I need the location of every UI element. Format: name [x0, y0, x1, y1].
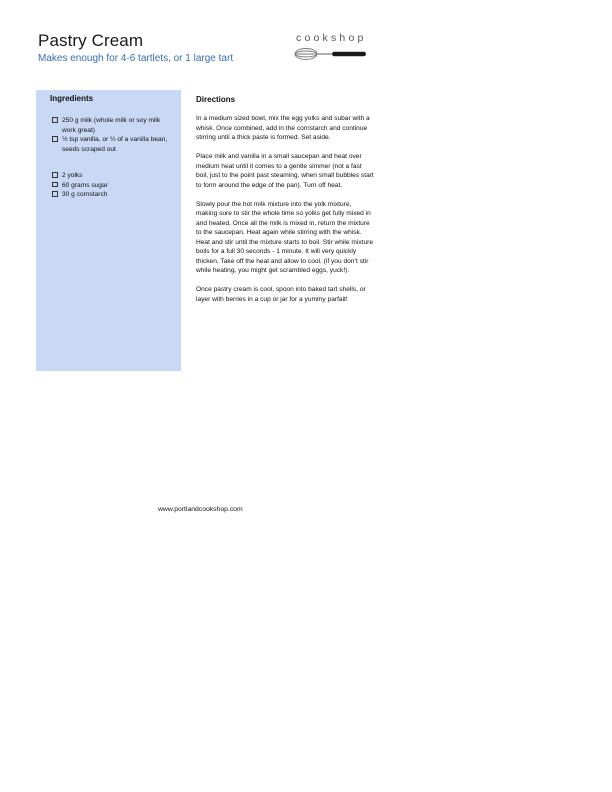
directions-body	[196, 114, 374, 314]
ingredient-item	[52, 181, 174, 191]
ingredient-checkbox[interactable]	[52, 136, 58, 142]
cookshop-logo	[294, 32, 370, 64]
ingredient-text: 30 g cornstarch	[62, 191, 108, 198]
whisk-icon	[294, 46, 370, 62]
ingredient-text: 60 grams sugar	[62, 181, 108, 189]
direction-step: In a medium sized bowl, mix the egg yolks and subar with a whisk. Once combined, add in the cornstarch and continue stirring until a thick paste is formed. Set aside.	[196, 115, 370, 141]
recipe-title: Pastry Cream	[38, 31, 144, 50]
ingredient-item	[52, 135, 174, 154]
ingredient-text: 2 yolks	[62, 172, 83, 179]
directions-heading: Directions	[196, 95, 236, 104]
ingredient-checkbox[interactable]	[52, 172, 58, 178]
ingredients-panel	[36, 90, 181, 371]
footer-url: www.portlandcookshop.com	[158, 506, 243, 513]
ingredient-item	[52, 190, 174, 200]
logo-text: cookshop	[296, 32, 367, 44]
ingredient-checkbox[interactable]	[52, 191, 58, 197]
ingredient-checkbox[interactable]	[52, 182, 58, 188]
recipe-subtitle: Makes enough for 4-6 tartlets, or 1 large tart	[38, 53, 234, 64]
ingredient-item	[52, 171, 174, 181]
direction-step: Once pastry cream is cool, spoon into baked tart shells, or layer with berries in a cup or jar for a yummy parfait!	[196, 286, 366, 303]
direction-step: Slowly pour the hot milk mixture into the yolk mixture, making sure to stir the whole time so yolks get fully mixed in and heated. Once all the milk is mixed in, return the mixture to the saucepan. Heat again while stirring with the whisk. Heat and stir until the mixture starts to boil. Stir while mixture boils for a full 30 seconds - 1 minute. It will very quickly thicken. Take off the heat and allow to cool. (if you don’t stir while heating, you might get scrambled eggs, yuck!).	[196, 200, 373, 274]
direction-step: Place milk and vanilla in a small saucepan and heat over medium heat until it comes to a gentle simmer (not a fast boil, just to the point past steaming, when small bubbles start to form around the edge of the pan). Turn off heat.	[196, 153, 374, 189]
ingredient-text: ½ tsp vanilla, or ¼ of a vanilla bean, seeds scraped out	[62, 136, 168, 153]
ingredient-text: 250 g milk (whole milk or soy milk work great)	[62, 117, 161, 134]
ingredient-checkbox[interactable]	[52, 117, 58, 123]
ingredients-list	[52, 116, 174, 200]
ingredient-item	[52, 116, 174, 135]
ingredients-heading: Ingredients	[50, 94, 94, 103]
